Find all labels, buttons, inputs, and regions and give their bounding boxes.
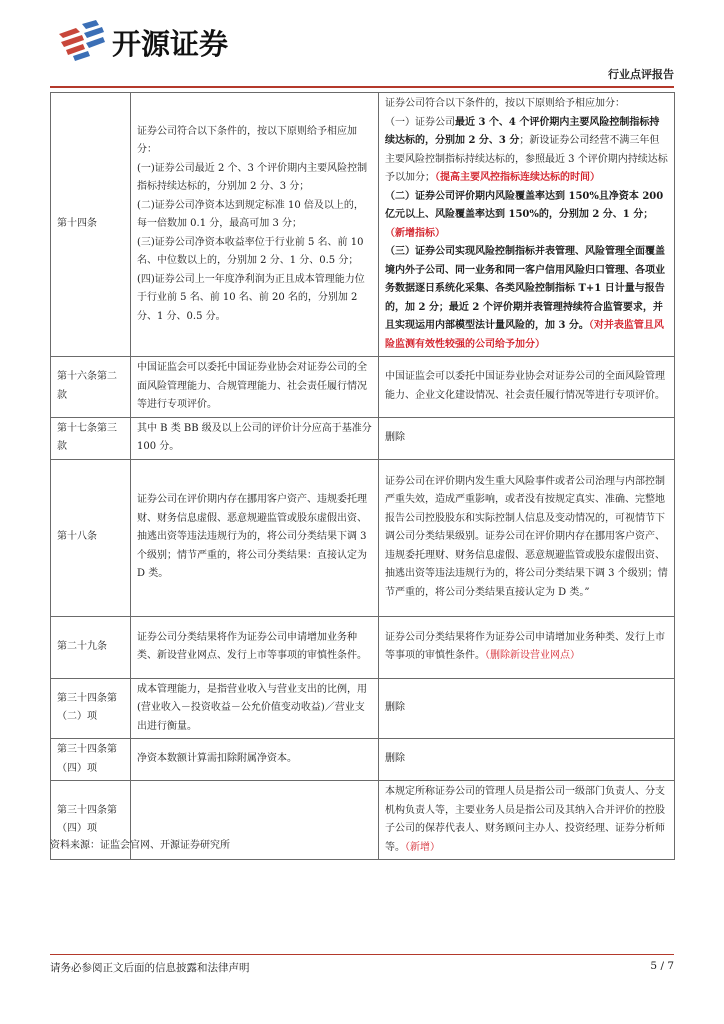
old-rule-cell — [131, 93, 379, 357]
table-row — [51, 357, 675, 418]
change-note: （新增指标） — [385, 227, 445, 239]
new-rule-cell: 删除 — [379, 739, 675, 781]
table-row — [51, 459, 675, 616]
new-rule-cell — [379, 93, 675, 357]
new-rule-cell: 证券公司在评价期内发生重大风险事件或者公司治理与内部控制严重失效，造成严重影响，或者没有按规定真实、准确、完整地报告公司控股股东和实际控制人信息及变动情况的，可视情节下调公司分类结果级别。证券公司在评价期内存在挪用客户资产、违规委托理财、财务信息虚假、恶意规避监管或股东虚假出资、抽逃出资等违法违规行为的，将公司分类结果下调 3 个级别；情节严重的，将公司分类结果直接认定为 D 类。” — [379, 459, 675, 616]
clause-cell: 第十七条第三款 — [51, 417, 131, 459]
new-rule-item-3: （三）证券公司实现风险控制指标并表管理、风险管理全面覆盖境内外子公司、同一业务和同一客户信用风险归口管理、各项业务数据逐日系统化采集、各类风险控制指标 T+1 日计量与报告的，加 2 分；最近 2 个评价期并表管理持续符合监管要求，并且实现运用内部模型法计量风险的，加 3 分。（对并表监管且风险监测有效性较强的公司给予加分） — [385, 246, 665, 350]
table-row — [51, 93, 675, 357]
table-row — [51, 417, 675, 459]
new-rule-intro: 证券公司符合以下条件的，按以下原则给予相应加分： — [385, 98, 625, 109]
old-rule-line: (二)证券公司净资本达到规定标准 10 倍及以上的，每一倍数加 0.1 分，最高可加 3 分； — [137, 199, 364, 230]
old-rule-cell: 中国证监会可以委托中国证券业协会对证券公司的全面风险管理能力、合规管理能力、社会责任履行情况等进行专项评价。 — [131, 357, 379, 418]
old-rule-line: (四)证券公司上一年度净利润为正且成本管理能力位于行业前 5 名、前 10 名、前 20 名的，分别加 2 分、1 分、0.5 分。 — [137, 273, 365, 322]
old-rule-line: (一)证券公司最近 2 个、3 个评价期内主要风险控制指标持续达标的，分别加 2 分、3 分； — [137, 162, 368, 193]
old-rule-line: 证券公司符合以下条件的，按以下原则给予相应加分： — [137, 125, 357, 156]
clause-cell: 第三十四条第（二）项 — [51, 678, 131, 739]
new-rule-cell: 删除 — [379, 678, 675, 739]
header-divider — [50, 86, 674, 88]
table-row — [51, 616, 675, 678]
clause-cell: 第十四条 — [51, 93, 131, 357]
old-rule-cell: 净资本数额计算需扣除附属净资本。 — [131, 739, 379, 781]
new-rule-cell: 本规定所称证券公司的管理人员是指公司一级部门负责人、分支机构负责人等，主要业务人员是指公司及其纳入合并评价的控股子公司的保荐代表人、财务顾问主办人、投资经理、证券分析师等。（新增） — [379, 781, 675, 860]
company-logo — [56, 18, 276, 66]
source-note: 资料来源：证监会官网、开源证券研究所 — [50, 840, 230, 851]
new-rule-cell: 证券公司分类结果将作为证券公司申请增加业务种类、发行上市等事项的审慎性条件。（删除新设营业网点） — [379, 616, 675, 678]
clause-cell: 第三十四条第（四）项 — [51, 781, 131, 860]
old-rule-cell: 证券公司在评价期内存在挪用客户资产、违规委托理财、财务信息虚假、恶意规避监管或股东虚假出资、抽逃出资等违法违规行为的，将公司分类结果下调 3 个级别；情节严重的，将公司分类结果：直接认定为 D 类。 — [131, 459, 379, 616]
change-note: （新增） — [405, 841, 440, 853]
table-row — [51, 739, 675, 781]
change-note: （提高主要风控指标连续达标的时间） — [435, 172, 600, 183]
page-number: 5 / 7 — [650, 960, 674, 972]
old-rule-line: (三)证券公司净资本收益率位于行业前 5 名、前 10 名、中位数以上的，分别加 2 分、1 分、0.5 分； — [137, 236, 364, 267]
footer-disclaimer: 请务必参阅正文后面的信息披露和法律声明 — [50, 962, 250, 974]
clause-cell: 第二十九条 — [51, 616, 131, 678]
clause-cell: 第十六条第二款 — [51, 357, 131, 418]
page-header — [0, 0, 724, 90]
new-rule-cell: 删除 — [379, 417, 675, 459]
old-rule-cell: 证券公司分类结果将作为证券公司申请增加业务种类、新设营业网点、发行上市等事项的审慎性条件。 — [131, 616, 379, 678]
old-rule-cell: 成本管理能力，是指营业收入与营业支出的比例，用(营业收入－投资收益－公允价值变动收益)／营业支出进行衡量。 — [131, 678, 379, 739]
clause-cell: 第三十四条第（四）项 — [51, 739, 131, 781]
change-note: （删除新设营业网点） — [485, 650, 580, 661]
comparison-table — [50, 92, 675, 860]
old-rule-cell: 其中 B 类 BB 级及以上公司的评价计分应高于基准分 100 分。 — [131, 417, 379, 459]
clause-cell: 第十八条 — [51, 459, 131, 616]
logo-text: 开源证券 — [112, 27, 229, 61]
new-rule-cell: 中国证监会可以委托中国证券业协会对证券公司的全面风险管理能力、企业文化建设情况、社会责任履行情况等进行专项评价。 — [379, 357, 675, 418]
report-type-label: 行业点评报告 — [608, 68, 674, 81]
new-rule-item-1: （一）证券公司最近 3 个、4 个评价期内主要风险控制指标持续达标的，分别加 2 分、3 分；新设证券公司经营不满三年但主要风险控制指标持续达标的，参照最近 3 个评价期内持续达标予以加分；（提高主要风控指标连续达标的时间） — [385, 116, 668, 183]
logo-mark-icon — [56, 18, 276, 66]
new-rule-item-2: （二）证券公司评价期内风险覆盖率达到 150%且净资本 200 亿元以上、风险覆盖率达到 150%的，分别加 2 分、1 分；（新增指标） — [385, 190, 664, 239]
table-row — [51, 678, 675, 739]
footer-divider — [50, 954, 674, 955]
change-note: （对并表监管且风险监测有效性较强的公司给予加分） — [385, 320, 664, 350]
